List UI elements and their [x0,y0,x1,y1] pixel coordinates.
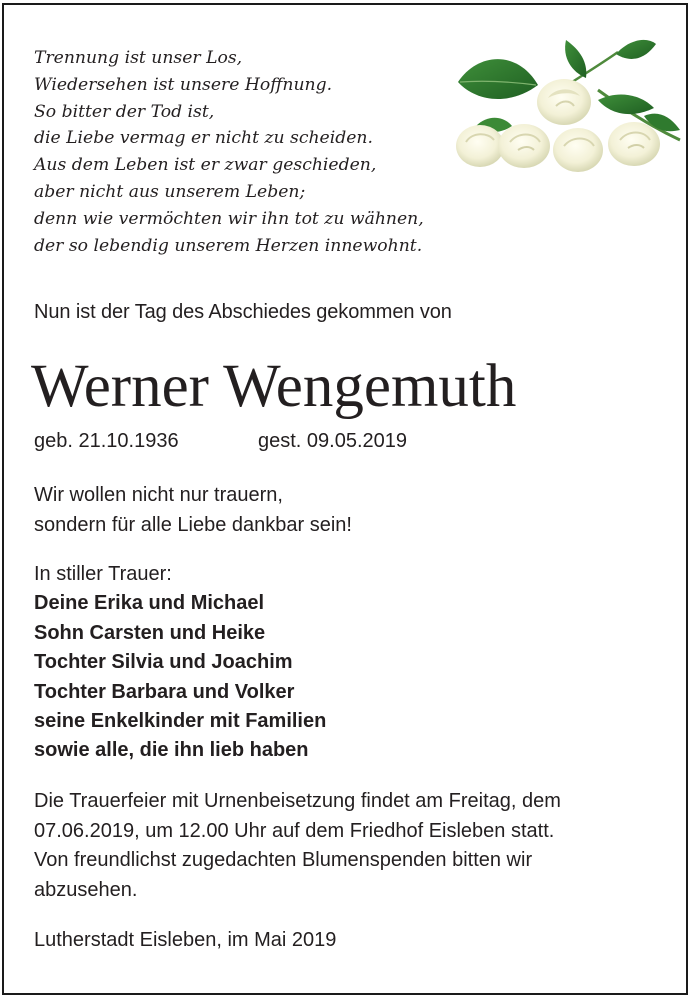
life-dates [34,427,407,455]
poem-line: Wiedersehen ist unsere Hoffnung. [34,74,333,95]
mourner-name: Sohn Carsten und Heike [34,621,266,644]
funeral-line: Die Trauerfeier mit Urnenbeisetzung findet am Freitag, dem [34,790,561,812]
poem-line: denn wie vermöchten wir ihn tot zu wähnen, [34,208,424,229]
mourner-name: seine Enkelkinder mit Familien [34,710,327,733]
deceased-name: Werner Wengemuth [31,353,517,420]
gratitude-line: Wir wollen nicht nur trauern, [34,484,283,506]
mourners-intro: In stiller Trauer: [34,563,172,585]
poem [34,45,454,259]
poem-line: So bitter der Tod ist, [34,101,215,122]
poem-line: Aus dem Leben ist er zwar geschieden, [34,155,377,176]
funeral-line: 07.06.2019, um 12.00 Uhr auf dem Friedhof Eisleben statt. [34,819,555,842]
funeral-line: abzusehen. [34,878,138,901]
mourner-name: Tochter Barbara und Volker [34,680,295,703]
death-date: gest. 09.05.2019 [258,430,408,452]
place-and-date: Lutherstadt Eisleben, im Mai 2019 [34,929,337,951]
mourner-name: Deine Erika und Michael [34,592,265,615]
gratitude-text [34,480,352,540]
poem-line: der so lebendig unserem Herzen innewohnt. [34,235,423,256]
mourner-name: Tochter Silvia und Joachim [34,651,293,674]
white-roses-icon [448,30,684,190]
poem-line: Trennung ist unser Los, [34,48,243,68]
mourners-list [34,560,326,766]
poem-line: aber nicht aus unserem Leben; [34,181,306,202]
funeral-line: Von freundlichst zugedachten Blumenspenden bitten wir [34,849,533,872]
poem-line: die Liebe vermag er nicht zu scheiden. [34,128,373,149]
gratitude-line: sondern für alle Liebe dankbar sein! [34,514,352,536]
funeral-details [34,787,561,905]
birth-date: geb. 21.10.1936 [34,430,179,452]
mourner-name: sowie alle, die ihn lieb haben [34,739,309,762]
announcement-lead: Nun ist der Tag des Abschiedes gekommen von [34,301,452,323]
